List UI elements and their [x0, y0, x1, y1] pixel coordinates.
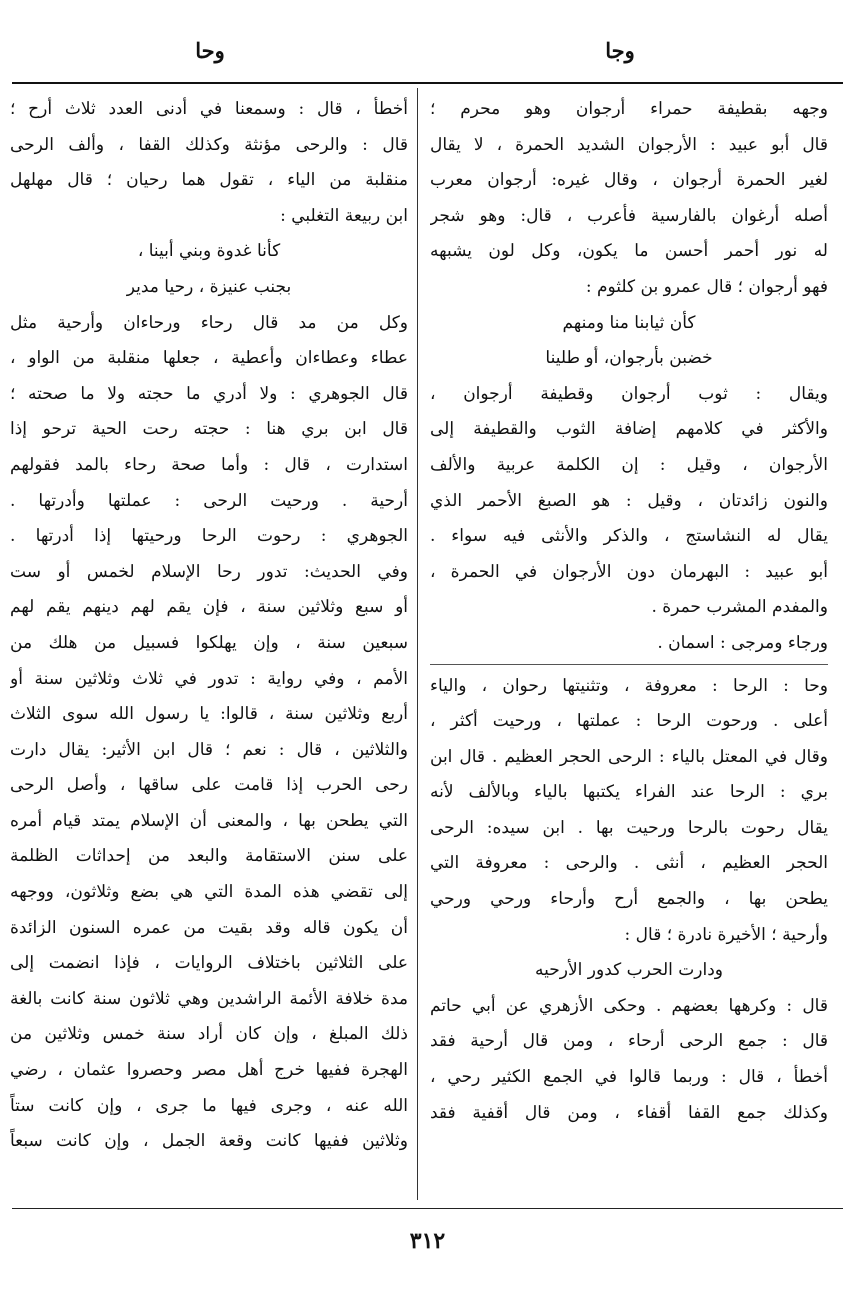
- entry-separator: [430, 664, 828, 665]
- text-line: الأرجوان ، وقيل : إن الكلمة عربية والألف: [430, 454, 828, 475]
- text-line: أو سبع وثلاثين سنة ، فإن يقم لهم دينهم يقم لهم: [10, 597, 408, 618]
- text-line: قال : والرحى مؤنثة وكذلك القفا ، وألف الرحى: [10, 134, 408, 155]
- text-line: وثلاثين ففيها كانت وقعة الجمل ، وإن كانت سبعاً: [10, 1131, 408, 1152]
- column-divider: [417, 88, 418, 1200]
- text-line: استدارت ، قال : وأما صحة رحاء بالمد فقولهم: [10, 454, 408, 475]
- text-line: يطحن بها ، والجمع أرح وأرحاء ورحي ورحي: [430, 889, 828, 910]
- verse-line: كأن ثيابنا منا ومنهم: [562, 312, 696, 333]
- text-line: وقال في المعتل بالياء : الرحى الحجر العظيم . قال ابن: [430, 746, 828, 767]
- text-line: لغير الحمرة أرجوان ، وقال غيره: أرجوان معرب: [430, 170, 828, 191]
- text-line: أبو عبيد : البهرمان دون الأرجوان في الحمرة ،: [430, 561, 828, 582]
- verse-line: بجنب عنيزة ، رحيا مدير: [126, 276, 292, 297]
- text-line: الأمم ، وفي رواية : تدور في ثلاث وثلاثين سنة أو: [10, 668, 408, 689]
- text-line: على سنن الاستقامة والبعد من إحداثات الظلمة: [10, 846, 408, 867]
- running-head-right: وجا: [605, 38, 635, 63]
- text-line: فهو أرجوان ؛ قال عمرو بن كلثوم :: [585, 276, 828, 297]
- text-line: والثلاثين ، قال : نعم ؛ قال ابن الأثير: يقال دارت: [10, 739, 408, 760]
- header-rule: [12, 82, 843, 84]
- right-column: [430, 92, 828, 1131]
- text-line: يقال رحوت بالرحا ورحيت بها . ابن سيده: الرحى: [430, 817, 828, 838]
- text-line: قال أبو عبيد : الأرجوان الشديد الحمرة ، لا يقال: [430, 134, 828, 155]
- text-line: أخطأ ، قال : وربما قالوا في الجمع الكثير رحي ،: [430, 1067, 828, 1088]
- verse-line: خضبن بأرجوان، أو طلينا: [545, 348, 713, 369]
- text-line: رحى الحرب إذا قامت على ساقها ، وأصل الرحى: [10, 775, 408, 796]
- page-number: ٣١٢: [409, 1228, 446, 1254]
- text-line: الحجر العظيم ، أنثى . والرحى : معروفة التي: [430, 853, 828, 874]
- text-line: أصله أرغوان بالفارسية فأعرب ، قال: وهو شجر: [430, 205, 828, 226]
- verse-line: كأنا غدوة وبني أبينا ،: [137, 241, 281, 262]
- left-column: [10, 92, 408, 1160]
- text-line: أرحية . ورحيت الرحى : عملتها وأدرتها .: [10, 490, 408, 511]
- text-line: وجهه بقطيفة حمراء أرجوان وهو محرم ؛: [430, 99, 828, 119]
- text-line: والنون زائدتان ، وقيل : هو الصبغ الأحمر الذي: [430, 490, 828, 511]
- verse-line: ودارت الحرب كدور الأرحيه: [534, 960, 723, 981]
- running-head-left: وحا: [195, 38, 225, 63]
- text-line: قال الجوهري : ولا أدري ما حجته ولا ما صحته ؛: [10, 383, 408, 404]
- text-line: وكذلك جمع القفا أقفاء ، ومن قال أقفية فقد: [430, 1102, 828, 1123]
- text-line: أن يكون قاله وقد بقيت من عمره السنون الزائدة: [10, 917, 408, 938]
- text-line: ورجاء ومرجى : اسمان .: [657, 632, 828, 653]
- text-line: أربع وثلاثين سنة ، قالوا: يا رسول الله سوى الثلاث: [10, 704, 408, 725]
- text-line: مدة خلافة الأئمة الراشدين وهي ثلاثون سنة كانت بالغة: [10, 988, 408, 1009]
- text-line: ويقال : ثوب أرجوان وقطيفة أرجوان ،: [430, 383, 828, 404]
- text-line: منقلبة من الياء ، تقول هما رحيان ؛ قال مهلهل: [10, 170, 408, 191]
- text-line: التي يطحن بها ، والمعنى أن الإسلام يمتد قيام أمره: [10, 810, 408, 831]
- text-line: عطاء وعطاءان وأعطية ، جعلها منقلبة من الواو ،: [10, 348, 408, 369]
- text-line: وأرحية ؛ الأخيرة نادرة ؛ قال :: [624, 924, 828, 945]
- text-line: سبعين سنة ، وإن يهلكوا فسبيل من هلك من: [10, 632, 408, 653]
- text-line: قال : جمع الرحى أرحاء ، ومن قال أرحية فقد: [430, 1031, 828, 1052]
- text-line: يقال له النشاستج ، والذكر والأنثى فيه سواء .: [430, 526, 828, 547]
- text-line: والمفدم المشرب حمرة .: [651, 597, 828, 618]
- text-line: أعلى . ورحوت الرحا : عملتها ، ورحيت أكثر ،: [430, 711, 828, 732]
- text-line: قال ابن بري هنا : حجته رحت الحية ترحو إذا: [10, 419, 408, 440]
- text-line: إلى تقضي هذه المدة التي هي بضع وثلاثون، ووجهه: [10, 882, 408, 903]
- text-line: ذلك المبلغ ، وإن كان أراد سنة خمس وثلاثين من: [10, 1024, 408, 1045]
- entry-head-line: وحا : الرحا : معروفة ، وتثنيتها رحوان ، والياء: [430, 675, 828, 696]
- text-line: له نور أحمر أحسن ما يكون، وكل لون يشبهه: [430, 241, 828, 262]
- text-line: قال : وكرهها بعضهم . وحكى الأزهري عن أبي حاتم: [430, 995, 828, 1016]
- text-line: والأكثر في كلامهم إضافة الثوب والقطيفة إلى: [430, 419, 828, 440]
- text-line: أخطأ ، قال : وسمعنا في أدنى العدد ثلاث أرح ؛: [10, 99, 408, 119]
- text-line: على الثلاثين باختلاف الروايات ، فإذا انضمت إلى: [10, 953, 408, 974]
- text-line: بري : الرحا عند الفراء يكتبها بالياء وبالألف لأنه: [430, 782, 828, 803]
- text-line: وفي الحديث: تدور رحا الإسلام لخمس أو ست: [10, 561, 408, 582]
- text-line: الجوهري : رحوت الرحا ورحيتها إذا أدرتها .: [10, 526, 408, 547]
- text-line: الهجرة ففيها خرج أهل مصر وحصروا عثمان ، رضي: [10, 1060, 408, 1081]
- footer-rule: [12, 1208, 843, 1209]
- text-line: ابن ربيعة التغلبي :: [280, 205, 408, 226]
- text-line: وكل من مد قال رحاء ورحاءان وأرحية مثل: [10, 312, 408, 333]
- text-line: الله عنه ، وجرى فيها ما جرى ، وإن كانت ستاً: [10, 1095, 408, 1116]
